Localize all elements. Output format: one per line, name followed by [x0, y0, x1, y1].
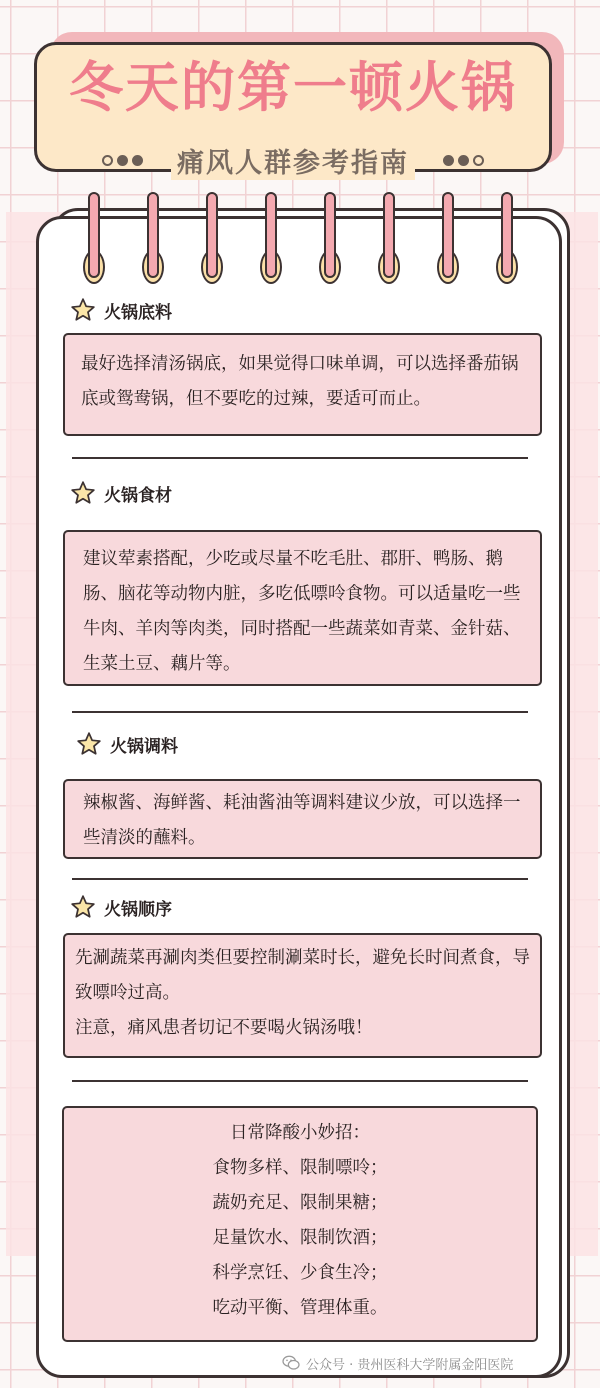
binder-ring — [88, 192, 100, 278]
binder-ring — [324, 192, 336, 278]
footer-text: 公众号 · 贵州医科大学附属金阳医院 — [306, 1357, 514, 1373]
binder-ring — [501, 192, 513, 278]
binder-ring — [383, 192, 395, 278]
tips-card — [62, 1106, 538, 1342]
binder-ring — [265, 192, 277, 278]
divider — [72, 711, 528, 713]
section-card — [63, 530, 542, 686]
section-title: 火锅食材 — [104, 485, 172, 506]
section-title: 火锅调料 — [110, 736, 178, 757]
tips-line: 蔬奶充足、限制果糖； — [212, 1193, 388, 1213]
star-icon — [70, 297, 96, 323]
dots-right-decoration — [443, 155, 484, 166]
section-title: 火锅底料 — [104, 302, 172, 323]
binder-ring — [442, 192, 454, 278]
dots-left-decoration — [102, 155, 143, 166]
section-text: 建议荤素搭配，少吃或尽量不吃毛肚、郡肝、鸭肠、鹅肠、脑花等动物内脏，多吃低嘌呤食物。可以适量吃一些牛肉、羊肉等肉类，同时搭配一些蔬菜如青菜、金针菇、生菜土豆、藕片等。 — [83, 549, 521, 674]
tips-line: 吃动平衡、管理体重。 — [212, 1298, 388, 1318]
star-icon — [76, 731, 102, 757]
section-header — [70, 480, 172, 506]
divider — [72, 878, 528, 880]
section-title: 火锅顺序 — [104, 899, 172, 920]
section-text: 辣椒酱、海鲜酱、耗油酱油等调料建议少放，可以选择一些清淡的蘸料。 — [83, 793, 521, 848]
section-text: 先涮蔬菜再涮肉类但要控制涮菜时长，避免长时间煮食，导致嘌呤过高。 — [75, 948, 530, 1003]
binder-ring — [147, 192, 159, 278]
wechat-icon — [282, 1355, 300, 1371]
subtitle-row — [34, 140, 552, 180]
section-card — [63, 933, 542, 1058]
divider — [72, 1080, 528, 1082]
tips-line: 足量饮水、限制饮酒； — [212, 1228, 388, 1248]
divider — [72, 457, 528, 459]
tips-heading: 日常降酸小妙招： — [230, 1123, 370, 1143]
section-header — [70, 297, 172, 323]
page-title: 冬天的第一顿火锅 — [69, 56, 517, 119]
star-icon — [70, 480, 96, 506]
section-text: 最好选择清汤锅底，如果觉得口味单调，可以选择番茄锅底或鸳鸯锅，但不要吃的过辣，要适可而止。 — [81, 354, 519, 409]
tips-line: 食物多样、限制嘌呤； — [212, 1158, 388, 1178]
star-icon — [70, 894, 96, 920]
binder-ring — [206, 192, 218, 278]
page-subtitle: 痛风人群参考指南 — [171, 141, 415, 180]
section-header — [70, 894, 172, 920]
section-card — [63, 779, 542, 859]
section-card — [63, 333, 542, 436]
footer-watermark — [278, 1352, 517, 1374]
section-note: 注意，痛风患者切记不要喝火锅汤哦！ — [75, 1018, 373, 1038]
section-header — [76, 731, 178, 757]
tips-line: 科学烹饪、少食生冷； — [212, 1263, 388, 1283]
